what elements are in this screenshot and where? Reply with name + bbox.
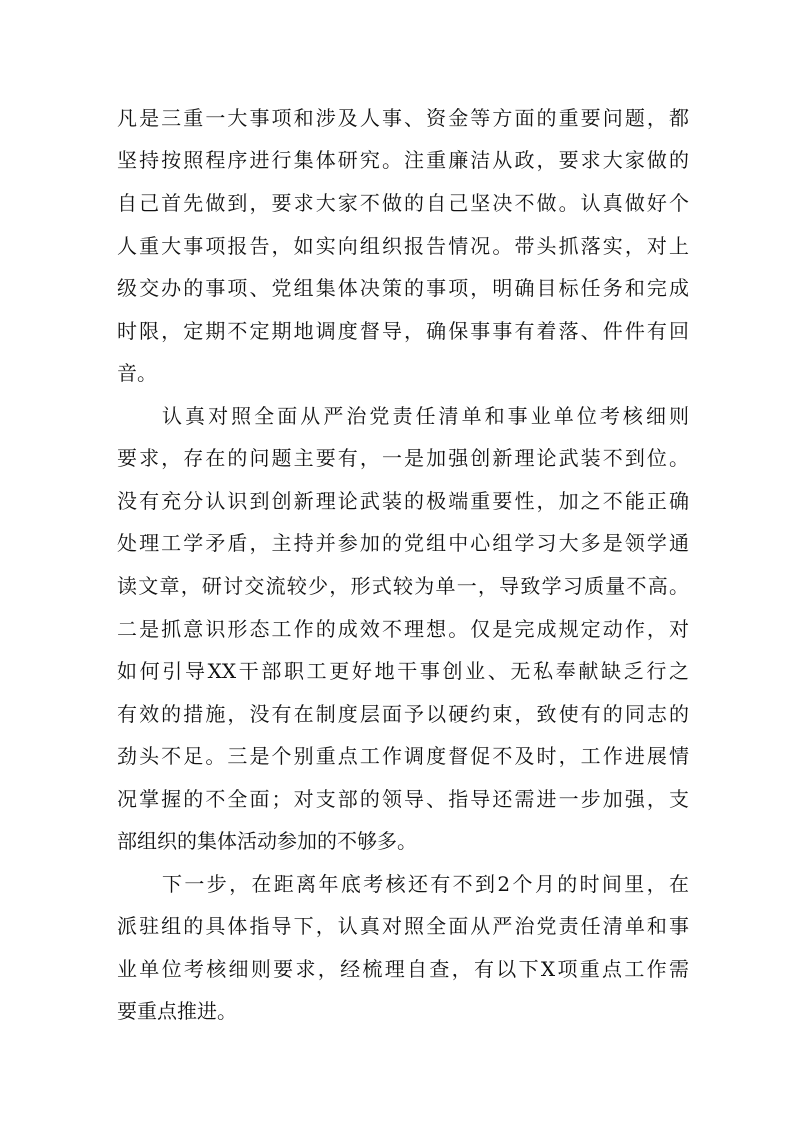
paragraph-line: 人重大事项报告，如实向组织报告情况。带头抓落实，对上 [117, 234, 689, 258]
paragraph-line: 要重点推进。 [117, 999, 237, 1023]
paragraph-line: 况掌握的不全面；对支部的领导、指导还需进一步加强，支 [117, 787, 689, 811]
paragraph-line: 时限，定期不定期地调度督导，确保事事有着落、件件有回 [117, 319, 689, 343]
paragraph-line: 凡是三重一大事项和涉及人事、资金等方面的重要问题，都 [117, 106, 689, 130]
paragraph-line: 有效的措施，没有在制度层面予以硬约束，致使有的同志的 [117, 702, 689, 726]
paragraph-line: 派驻组的具体指导下，认真对照全面从严治党责任清单和事 [117, 914, 689, 938]
paragraph-line: 部组织的集体活动参加的不够多。 [117, 829, 417, 853]
paragraph-line: 要求，存在的问题主要有，一是加强创新理论武装不到位。 [117, 446, 689, 470]
paragraph-line: 下一步，在距离年底考核还有不到2个月的时间里，在 [162, 872, 689, 896]
paragraph-line: 读文章，研讨交流较少，形式较为单一，导致学习质量不高。 [117, 574, 689, 598]
paragraph-line: 级交办的事项、党组集体决策的事项，明确目标任务和完成 [117, 276, 689, 300]
paragraph-line: 没有充分认识到创新理论武装的极端重要性，加之不能正确 [117, 489, 689, 513]
paragraph-line: 坚持按照程序进行集体研究。注重廉洁从政，要求大家做的 [117, 148, 689, 172]
paragraph-line: 劲头不足。三是个别重点工作调度督促不及时，工作进展情 [117, 744, 689, 768]
paragraph-line: 业单位考核细则要求，经梳理自查，有以下X项重点工作需 [117, 957, 689, 981]
paragraph-line: 音。 [117, 361, 157, 385]
paragraph-line: 认真对照全面从严治党责任清单和事业单位考核细则 [162, 404, 689, 428]
paragraph-line: 如何引导XX干部职工更好地干事创业、无私奉献缺乏行之 [117, 659, 689, 683]
paragraph-line: 处理工学矛盾，主持并参加的党组中心组学习大多是领学通 [117, 531, 689, 555]
paragraph-line: 二是抓意识形态工作的成效不理想。仅是完成规定动作，对 [117, 617, 689, 641]
paragraph-line: 自己首先做到，要求大家不做的自己坚决不做。认真做好个 [117, 191, 689, 215]
